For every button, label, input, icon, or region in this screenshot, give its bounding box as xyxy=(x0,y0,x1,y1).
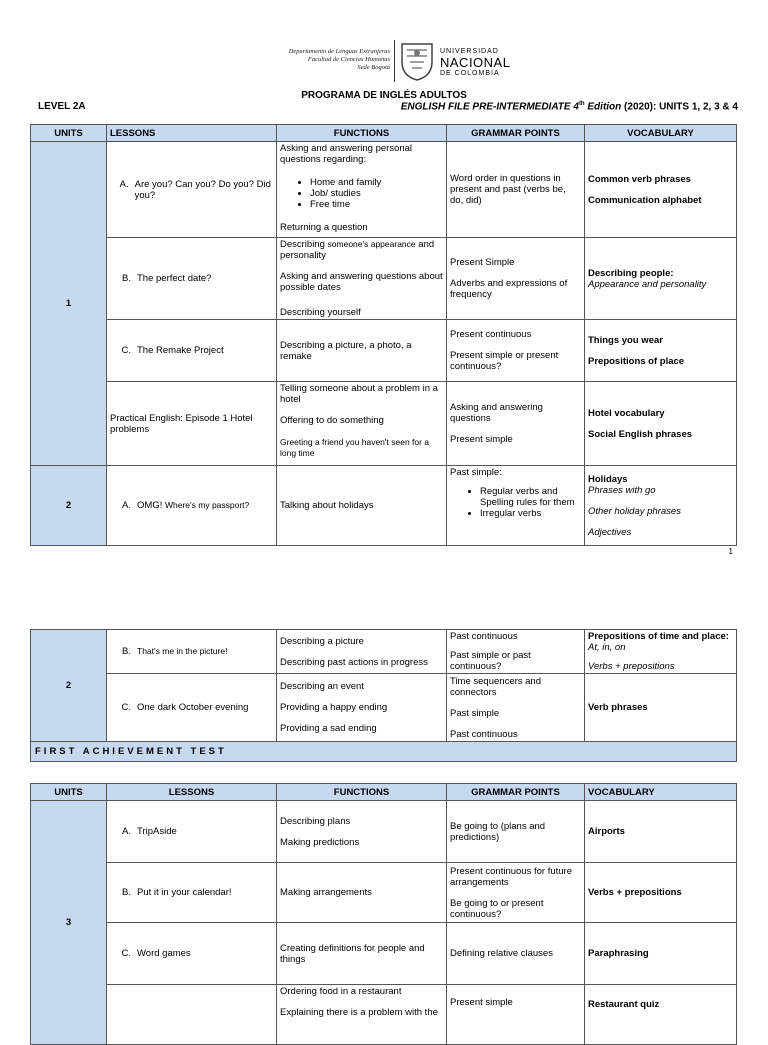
col-units: UNITS xyxy=(31,125,107,142)
department-text xyxy=(232,48,390,72)
lesson-cell xyxy=(107,923,277,985)
functions-cell xyxy=(277,142,447,238)
col-lessons: LESSONS xyxy=(107,784,277,801)
grammar-cell xyxy=(447,863,585,923)
lesson-letter: C. xyxy=(121,948,131,959)
vocab-item: Social English phrases xyxy=(588,428,693,440)
functions-cell xyxy=(277,382,447,466)
grammar-text: Present simple or present continuous? xyxy=(450,350,559,372)
uni-line-2: NACIONAL xyxy=(440,55,511,70)
table-row xyxy=(31,985,737,1045)
vocab-item: Appearance and personality xyxy=(588,278,707,290)
vocabulary-cell xyxy=(585,923,737,985)
grammar-text: Adverbs and expressions of frequency xyxy=(450,278,568,300)
function-text: Describing an event xyxy=(280,681,364,692)
grammar-cell xyxy=(447,674,585,742)
grammar-text: Be going to or present continuous? xyxy=(450,897,544,920)
lesson-cell xyxy=(107,985,277,1045)
book-edition: Edition xyxy=(584,101,622,113)
function-text: and personality xyxy=(280,239,435,261)
function-text: Offering to do something xyxy=(280,415,384,426)
unit-number: 2 xyxy=(31,630,107,742)
function-text: Describing yourself xyxy=(280,307,361,318)
dept-line: Departamento de Lenguas Extranjeras xyxy=(288,48,390,55)
vocab-item: Holidays xyxy=(588,473,628,485)
lesson-letter: A. xyxy=(119,178,129,190)
vocab-item: Things you wear xyxy=(588,334,663,346)
lesson-title: The Remake Project xyxy=(137,345,224,356)
university-seal-icon xyxy=(398,40,436,82)
col-vocabulary: VOCABULARY xyxy=(585,784,737,801)
function-text: Providing a sad ending xyxy=(280,723,377,734)
lesson-title: Where's my passport? xyxy=(164,500,250,510)
vocab-item: Adjectives xyxy=(588,526,632,538)
function-text: Asking and answering personal questions regarding: xyxy=(280,143,413,165)
grammar-text: Present Simple xyxy=(450,257,515,268)
lesson-title: One dark October evening xyxy=(137,702,249,713)
lesson-title: Put it in your calendar! xyxy=(137,887,232,898)
grammar-text: Present continuous xyxy=(450,329,532,340)
lesson-cell xyxy=(107,142,277,238)
grammar-cell xyxy=(447,630,585,674)
lesson-letter: B. xyxy=(122,273,131,284)
table-row xyxy=(31,320,737,382)
lesson-cell xyxy=(107,320,277,382)
vocabulary-cell xyxy=(585,466,737,546)
uni-line-3: DE COLOMBIA xyxy=(440,70,500,77)
vocabulary-cell xyxy=(585,674,737,742)
grammar-cell xyxy=(447,320,585,382)
vocab-item: Paraphrasing xyxy=(588,948,649,959)
lesson-letter: A. xyxy=(122,500,131,511)
lesson-title: That's me in the picture! xyxy=(137,646,228,656)
vocab-item: Prepositions of time and place: xyxy=(588,631,729,642)
lesson-title: Word games xyxy=(137,948,191,959)
vocab-item: At, in, on xyxy=(588,642,626,653)
functions-cell xyxy=(277,630,447,674)
unit-number: 3 xyxy=(31,801,107,1045)
function-text: Asking and answering questions about possible dates xyxy=(280,271,443,293)
lesson-title: TripAside xyxy=(137,826,177,837)
lesson-cell xyxy=(107,238,277,320)
vocabulary-cell xyxy=(585,320,737,382)
lesson-title: The perfect date? xyxy=(137,273,212,284)
grammar-cell: Defining relative clauses xyxy=(447,923,585,985)
lesson-cell xyxy=(107,674,277,742)
grammar-text: Asking and answering questions xyxy=(450,402,543,424)
functions-cell: Making arrangements xyxy=(277,863,447,923)
table-row xyxy=(31,466,737,546)
vocab-item: Prepositions of place xyxy=(588,355,685,367)
functions-cell xyxy=(277,985,447,1045)
lesson-title: Are you? Can you? Do you? Did you? xyxy=(134,178,271,201)
lesson-cell xyxy=(107,801,277,863)
functions-cell xyxy=(277,238,447,320)
grammar-text: Past simple: xyxy=(450,467,502,478)
page-number: 1 xyxy=(728,547,733,556)
book-title xyxy=(401,101,738,112)
col-functions: FUNCTIONS xyxy=(277,125,447,142)
function-item: • Free time xyxy=(310,199,443,210)
grammar-cell xyxy=(447,238,585,320)
unit-number: 2 xyxy=(31,466,107,546)
functions-cell xyxy=(277,801,447,863)
vocab-item: Verb phrases xyxy=(588,702,648,713)
function-text: Describing a picture xyxy=(280,635,364,647)
dept-line: Facultad de Ciencias Humanas xyxy=(307,56,390,63)
grammar-text: Present continuous for future arrangements xyxy=(450,865,572,888)
lesson-letter: C. xyxy=(121,702,131,713)
function-text: Describing plans xyxy=(280,815,351,827)
uni-line-1: UNIVERSIDAD xyxy=(440,48,499,55)
lesson-cell xyxy=(107,466,277,546)
grammar-text: Time sequencers and connectors xyxy=(450,675,542,698)
functions-cell: Describing a picture, a photo, a remake xyxy=(277,320,447,382)
vocab-item: Hotel vocabulary xyxy=(588,407,665,419)
lesson-letter: A. xyxy=(122,826,131,837)
functions-cell: Talking about holidays xyxy=(277,466,447,546)
col-lessons: LESSONS xyxy=(107,125,277,142)
col-functions: FUNCTIONS xyxy=(277,784,447,801)
function-text: Ordering food in a restaurant xyxy=(280,986,402,997)
syllabus-table-1 xyxy=(30,124,737,546)
syllabus-table-2 xyxy=(30,629,737,762)
col-grammar: GRAMMAR POINTS xyxy=(447,784,585,801)
vocab-item: Verbs + prepositions xyxy=(588,887,682,898)
lesson-letter: C. xyxy=(121,345,131,356)
table-row xyxy=(31,923,737,985)
table-row xyxy=(31,674,737,742)
vocab-item: Other holiday phrases xyxy=(588,505,681,517)
grammar-text: Past simple xyxy=(450,707,500,719)
table-row xyxy=(31,142,737,238)
university-name xyxy=(440,47,510,78)
dept-line: Sede Bogotá xyxy=(357,64,390,71)
lesson-cell xyxy=(107,630,277,674)
grammar-cell xyxy=(447,466,585,546)
grammar-cell: Word order in questions in present and past (verbs be, do, did) xyxy=(447,142,585,238)
program-title: PROGRAMA DE INGLÉS ADULTOS xyxy=(301,90,467,101)
function-text: someone's appearance xyxy=(327,239,416,249)
achievement-test: FIRST ACHIEVEMENT TEST xyxy=(31,742,737,762)
function-text: Telling someone about a problem in a hotel xyxy=(280,383,438,405)
grammar-text: Past continuous xyxy=(450,728,518,740)
function-text: Returning a question xyxy=(280,222,368,233)
grammar-text: Past simple or past continuous? xyxy=(450,650,531,672)
vocabulary-cell xyxy=(585,801,737,863)
vocabulary-cell xyxy=(585,382,737,466)
header-divider xyxy=(394,40,395,82)
table-row xyxy=(31,801,737,863)
functions-cell xyxy=(277,674,447,742)
table-row xyxy=(31,630,737,674)
grammar-cell xyxy=(447,382,585,466)
function-text: Describing xyxy=(280,239,328,250)
vocabulary-cell xyxy=(585,630,737,674)
book-name: ENGLISH FILE PRE-INTERMEDIATE 4 xyxy=(400,101,579,113)
vocabulary-cell xyxy=(585,863,737,923)
level-label: LEVEL 2A xyxy=(38,101,86,112)
lesson-letter: B. xyxy=(122,646,131,657)
lesson-cell xyxy=(107,863,277,923)
function-item: • Job/ studies xyxy=(310,188,443,199)
vocab-item: Verbs + prepositions xyxy=(588,661,675,672)
vocabulary-cell xyxy=(585,142,737,238)
table-row xyxy=(31,238,737,320)
achievement-row xyxy=(31,742,737,762)
lesson-title: OMG! xyxy=(137,500,165,511)
lesson-cell: Practical English: Episode 1 Hotel problems xyxy=(107,382,277,466)
unit-number: 1 xyxy=(31,142,107,466)
function-text: Greeting a friend you haven't seen for a long time xyxy=(280,437,430,458)
vocab-item: Airports xyxy=(588,826,625,837)
vocab-item: Describing people: xyxy=(588,267,674,279)
book-rest: (2020): UNITS 1, 2, 3 & 4 xyxy=(621,101,738,113)
table-row xyxy=(31,382,737,466)
grammar-cell: Present simple xyxy=(447,985,585,1045)
function-text: Providing a happy ending xyxy=(280,702,388,713)
grammar-item: • Irregular verbs xyxy=(480,508,581,519)
col-grammar: GRAMMAR POINTS xyxy=(447,125,585,142)
lesson-letter: B. xyxy=(122,887,131,898)
col-units: UNITS xyxy=(31,784,107,801)
vocab-item: Phrases with go xyxy=(588,484,656,496)
function-item: • Home and family xyxy=(310,177,443,188)
vocab-item: Restaurant quiz xyxy=(588,999,660,1010)
col-vocabulary: VOCABULARY xyxy=(585,125,737,142)
vocab-item: Communication alphabet xyxy=(588,194,702,206)
function-text: Explaining there is a problem with the xyxy=(280,1007,438,1018)
vocabulary-cell xyxy=(585,985,737,1045)
grammar-cell: Be going to (plans and predictions) xyxy=(447,801,585,863)
vocabulary-cell xyxy=(585,238,737,320)
book-sup: th xyxy=(578,101,585,107)
function-text: Describing past actions in progress xyxy=(280,656,428,668)
grammar-text: Past continuous xyxy=(450,631,518,642)
table-row xyxy=(31,863,737,923)
functions-cell: Creating definitions for people and things xyxy=(277,923,447,985)
syllabus-table-3 xyxy=(30,783,737,1045)
vocab-item: Common verb phrases xyxy=(588,173,691,185)
grammar-item: • Regular verbs and Spelling rules for them xyxy=(480,486,581,508)
grammar-text: Present simple xyxy=(450,434,513,445)
function-text: Making predictions xyxy=(280,836,360,848)
